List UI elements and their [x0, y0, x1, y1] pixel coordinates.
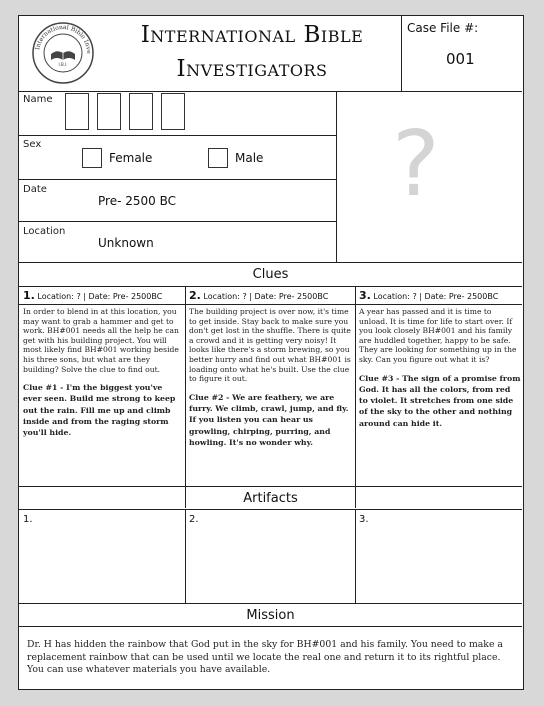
- location-label: Location: [23, 226, 66, 237]
- clue-2-number: 2.: [189, 289, 201, 302]
- clue-1-header: [23, 289, 162, 302]
- title-line-2: Investigators: [176, 56, 328, 82]
- clue-1-riddle: Clue #1 - I'm the biggest you've ever seen. Build me strong to keep out the rain. Fill me up and climb inside and from the raging storm you'll hide.: [23, 383, 176, 438]
- name-box-3[interactable]: [129, 93, 153, 130]
- sex-label: Sex: [23, 139, 42, 150]
- clue-1-meta: Location: ? | Date: Pre- 2500BC: [37, 292, 163, 301]
- location-value: Unknown: [98, 236, 154, 250]
- clue-2-card: [189, 307, 353, 448]
- clue-1-body: In order to blend in at this location, you may want to grab a hammer and get to work. BH#001 needs all the help he can get with his building project. You will most likely find BH#001 working beside his three sons, but what are they building? Solve the clue to find out.: [23, 307, 179, 374]
- clues-title: Clues: [252, 267, 289, 282]
- female-label: Female: [109, 151, 153, 165]
- logo-center-text: I.B.I.: [58, 62, 68, 67]
- artifact-slot-1[interactable]: 1.: [23, 514, 33, 525]
- ibi-logo: [31, 21, 95, 85]
- clue-3-riddle: Clue #3 - The sign of a promise from God. It has all the colors, from red to violet. It stretches from one side of the sky to the other and nothing around can hide it.: [359, 373, 521, 428]
- svg-text:International Bible Investigat: [31, 21, 92, 54]
- case-file-number: 001: [446, 50, 475, 68]
- logo-seal-icon: [31, 21, 95, 85]
- logo-ring-text: International Bible Inve: [34, 23, 93, 54]
- clue-2-body: The building project is over now, it's time to get inside. Stay back to make sure you don't get lost in the shuffle. There is quite a crowd and it is getting very noisy! It looks like there's a storm brewing, so you better hurry and find out what BH#001 is loading onto what he's built. Use the clue to figure it out.: [189, 307, 351, 384]
- male-checkbox[interactable]: [208, 148, 228, 168]
- mission-text: Dr. H has hidden the rainbow that God put in the sky for BH#001 and his family. You need to make a replacement rainbow that can be used until we locate the real one and return it to its rightful place. You can use whatever materials you have available.: [27, 639, 503, 676]
- clue-2-header: [189, 289, 328, 302]
- mission-title: Mission: [246, 608, 295, 623]
- page-title: [104, 20, 400, 90]
- photo-placeholder: [337, 92, 522, 262]
- name-label: Name: [23, 94, 53, 105]
- artifacts-title: Artifacts: [243, 491, 298, 506]
- clue-1-number: 1.: [23, 289, 35, 302]
- artifact-slot-2[interactable]: 2.: [189, 514, 199, 525]
- clue-3-card: [359, 307, 521, 429]
- date-value: Pre- 2500 BC: [98, 194, 176, 208]
- clue-3-meta: Location: ? | Date: Pre- 2500BC: [373, 292, 499, 301]
- case-file-page: [18, 15, 524, 690]
- name-box-2[interactable]: [97, 93, 121, 130]
- clue-2-meta: Location: ? | Date: Pre- 2500BC: [203, 292, 329, 301]
- male-label: Male: [235, 151, 264, 165]
- question-mark-icon: ?: [392, 112, 440, 217]
- clue-1-card: [23, 307, 183, 439]
- name-box-4[interactable]: [161, 93, 185, 130]
- name-box-1[interactable]: [65, 93, 89, 130]
- clue-3-body: A year has passed and it is time to unload. It is time for life to start over. If you look closely BH#001 and his family are huddled together, happy to be safe. They are looking for something up in the sky. Can you figure out what it is?: [359, 307, 517, 364]
- clue-3-header: [359, 289, 498, 302]
- clue-2-riddle: Clue #2 - We are feathery, we are furry. We climb, crawl, jump, and fly. If you listen you can hear us growling, chirping, purring, and howling. It's no wonder why.: [189, 392, 349, 447]
- date-label: Date: [23, 184, 47, 195]
- case-file-label: Case File #:: [407, 21, 479, 35]
- title-line-1: International Bible: [140, 22, 364, 48]
- artifact-slot-3[interactable]: 3.: [359, 514, 369, 525]
- female-checkbox[interactable]: [82, 148, 102, 168]
- clue-3-number: 3.: [359, 289, 371, 302]
